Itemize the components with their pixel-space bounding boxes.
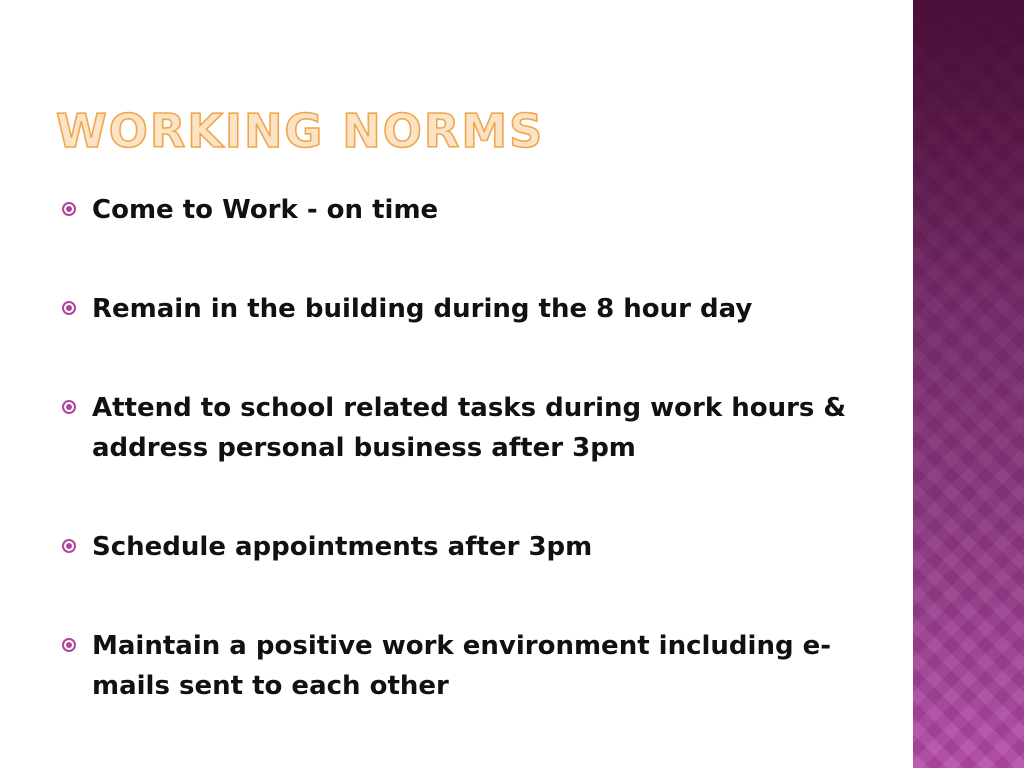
bullet-text: Maintain a positive work environment including e-mails sent to each other — [92, 631, 832, 701]
circled-dot-icon — [62, 202, 76, 216]
slide-title: WORKING NORMS — [56, 104, 545, 158]
bullet-item — [62, 626, 892, 706]
bullet-text: Schedule appointments after 3pm — [92, 532, 593, 562]
bullet-text: Remain in the building during the 8 hour day — [92, 294, 753, 324]
bullet-item — [62, 190, 892, 230]
circled-dot-icon — [62, 301, 76, 315]
bullet-item — [62, 289, 892, 329]
bullet-text: Come to Work - on time — [92, 195, 439, 225]
circled-dot-icon — [62, 400, 76, 414]
circled-dot-icon — [62, 638, 76, 652]
bullet-text: Attend to school related tasks during work hours & address personal business after 3pm — [92, 393, 847, 463]
decorative-side-band — [913, 0, 1024, 768]
bullet-item — [62, 388, 892, 468]
bullet-item — [62, 527, 892, 567]
bullet-list — [62, 190, 892, 765]
circled-dot-icon — [62, 539, 76, 553]
